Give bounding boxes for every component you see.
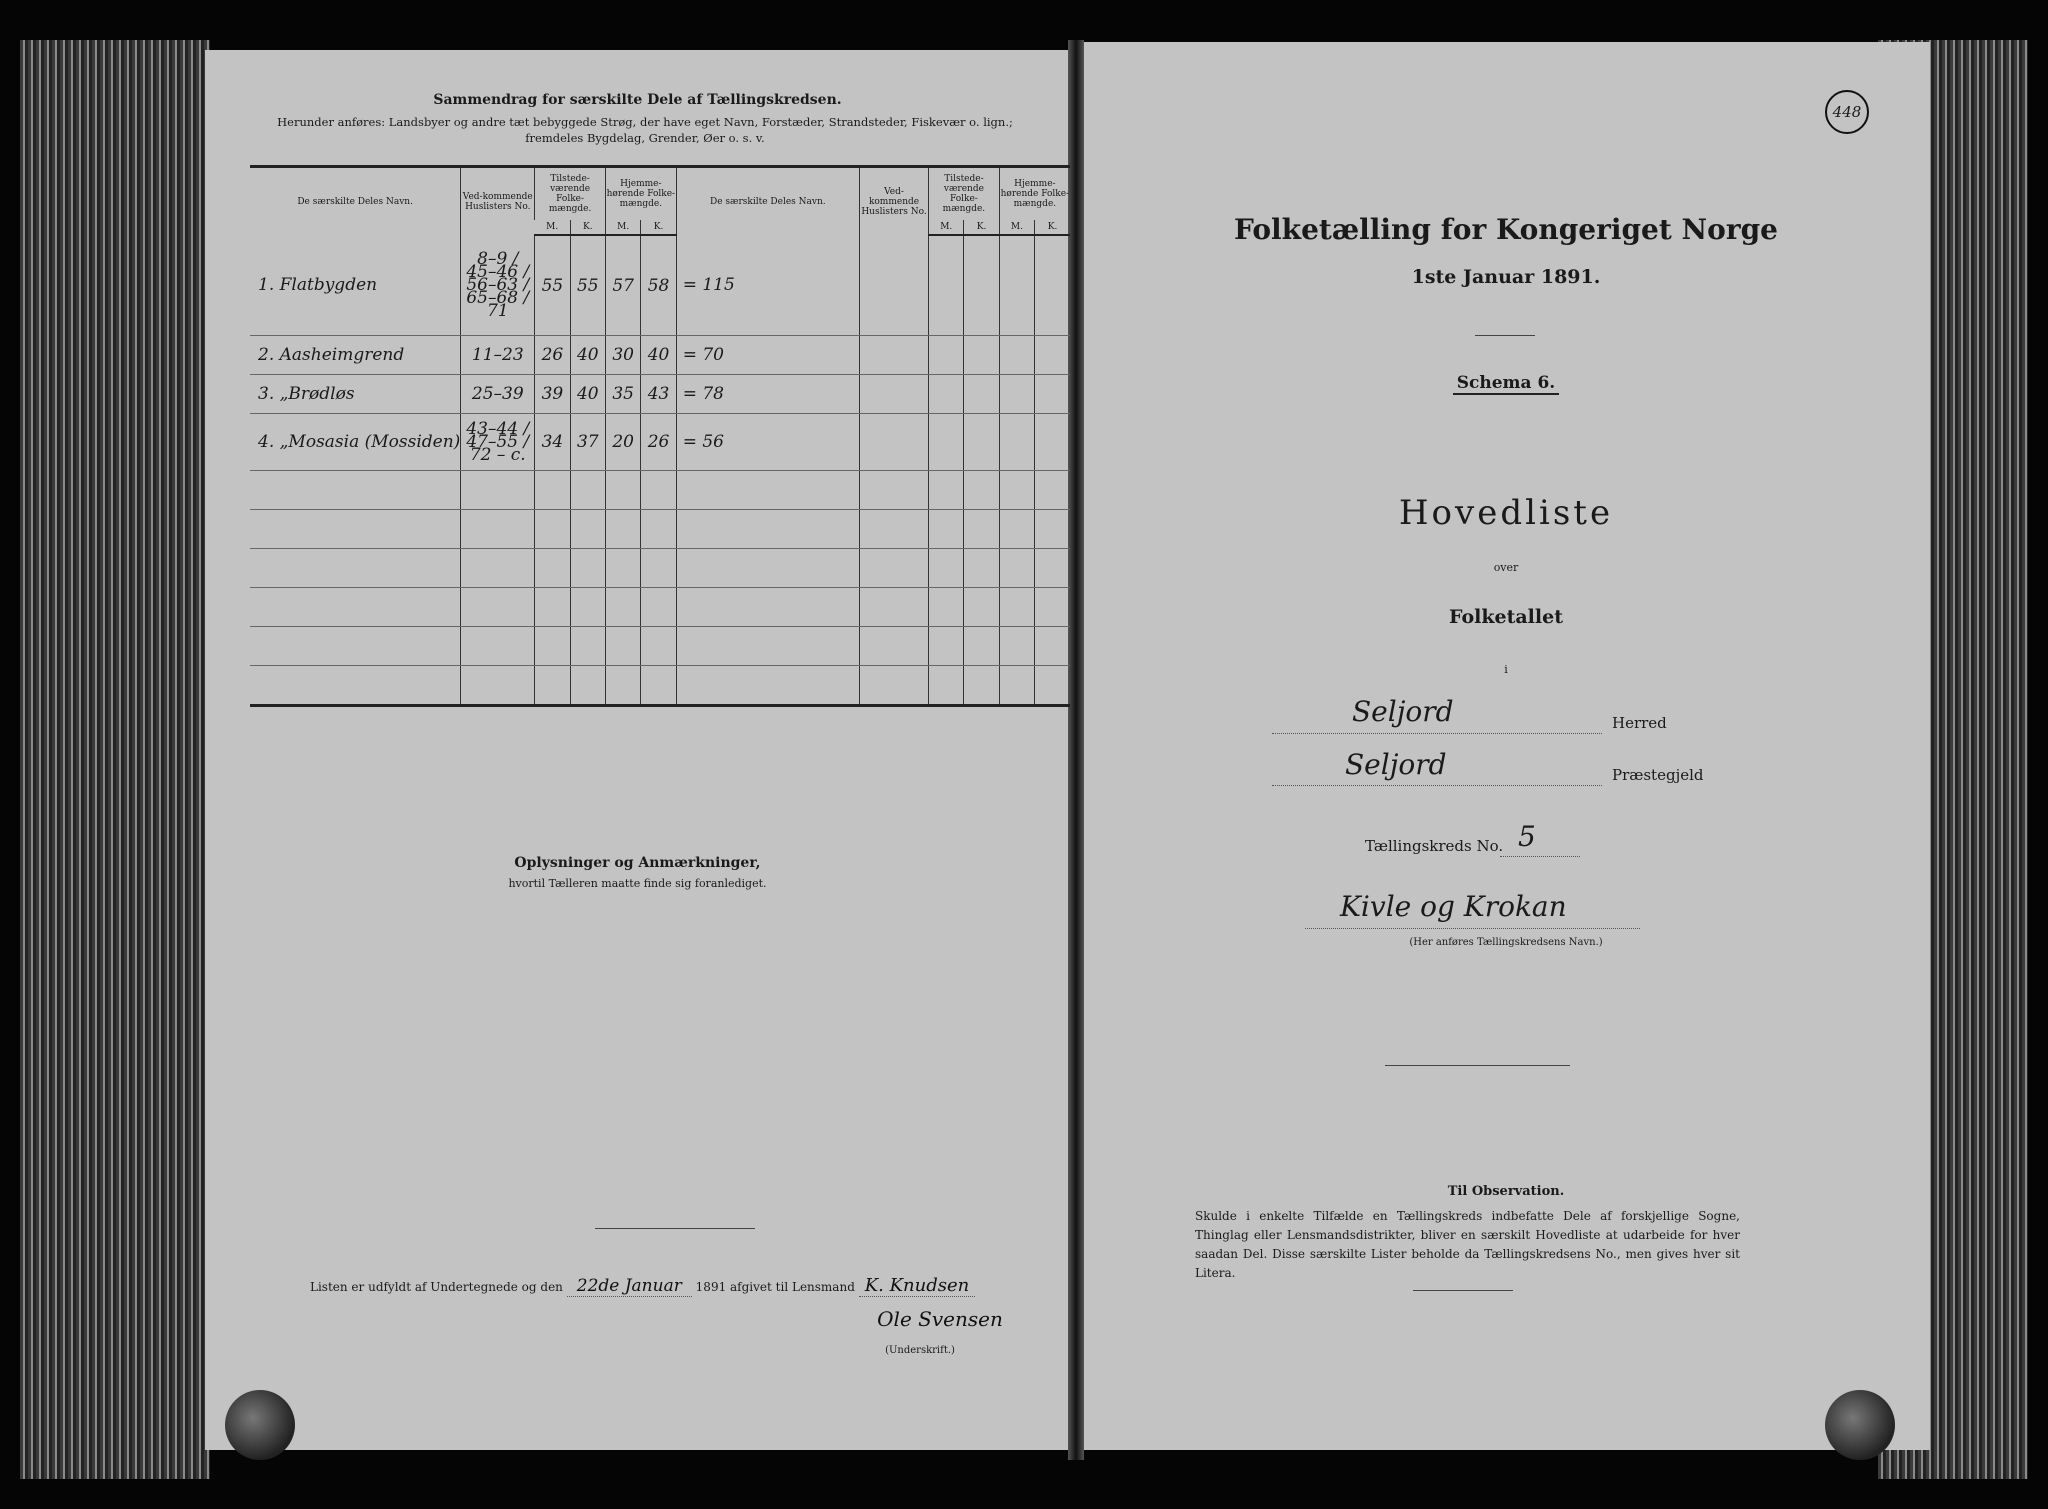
row-total: = 115 xyxy=(676,235,859,336)
signature-text-a: Listen er udfyldt af Undertegnede og den xyxy=(310,1280,563,1294)
row-name: 2. Aasheimgrend xyxy=(250,336,461,375)
header-hjemme: Hjemme-hørende Folke-mængde. xyxy=(605,167,676,221)
schema-text: Schema 6. xyxy=(1453,373,1559,395)
hovedliste-heading: Hovedliste xyxy=(1398,493,1614,533)
row-tk: 55 xyxy=(570,235,605,336)
table-row-empty xyxy=(250,510,1070,549)
page-clip-right xyxy=(1825,1390,1895,1460)
row-hus: 8–9 / 45–46 / 56–63 / 65–68 / 71 xyxy=(461,235,535,336)
herred-line xyxy=(1272,733,1602,734)
signature-line xyxy=(310,1275,1090,1296)
krets-value: 5 xyxy=(1518,820,1536,853)
row-name: 1. Flatbygden xyxy=(250,235,461,336)
row-hk: 58 xyxy=(641,235,676,336)
row-hm: 35 xyxy=(605,375,640,414)
table-row-empty xyxy=(250,588,1070,627)
header-k: K. xyxy=(964,220,999,235)
krets-name: Kivle og Krokan xyxy=(1340,890,1567,923)
prestegjeld-value: Seljord xyxy=(1345,748,1447,781)
row-tm: 34 xyxy=(535,414,570,471)
header-k: K. xyxy=(1035,220,1070,235)
table-row-empty xyxy=(250,666,1070,706)
prestegjeld-label: Præstegjeld xyxy=(1612,766,1704,784)
row-hm: 20 xyxy=(605,414,640,471)
divider xyxy=(595,1228,755,1229)
row-tm: 26 xyxy=(535,336,570,375)
remarks-title: Oplysninger og Anmærkninger, xyxy=(514,855,761,871)
header-name: De særskilte Deles Navn. xyxy=(250,167,461,236)
header-m: M. xyxy=(999,220,1034,235)
schema-label xyxy=(1082,373,1930,393)
row-hk: 43 xyxy=(641,375,676,414)
header-name-2: De særskilte Deles Navn. xyxy=(676,167,859,236)
table-row xyxy=(250,336,1070,375)
row-tm: 55 xyxy=(535,235,570,336)
row-name: 3. „Brødløs xyxy=(250,375,461,414)
table-row-empty xyxy=(250,471,1070,510)
row-tm: 39 xyxy=(535,375,570,414)
summary-note: Herunder anføres: Landsbyer og andre tæt bebyggede Strøg, der have eget Navn, Forstæder, Strandsteder, Fiskevær o. lign.; fremdeles Bygdelag, Grender, Øer o. s. v. xyxy=(277,115,1013,145)
row-tk: 40 xyxy=(570,336,605,375)
lensmand-name: K. Knudsen xyxy=(859,1275,976,1297)
header-tilstede: Tilstede-værende Folke-mængde. xyxy=(535,167,606,221)
krets-label: Tællingskreds No. xyxy=(1365,837,1504,855)
census-date: 1ste Januar 1891. xyxy=(1411,266,1601,288)
row-tk: 37 xyxy=(570,414,605,471)
header-k: K. xyxy=(641,220,676,235)
header-hjemme-2: Hjemme-hørende Folke-mængde. xyxy=(999,167,1070,221)
row-total: = 56 xyxy=(676,414,859,471)
header-m: M. xyxy=(929,220,964,235)
header-tilstede-2: Tilstede-værende Folke-mængde. xyxy=(929,167,1000,221)
signature-text-b: 1891 afgivet til Lensmand xyxy=(695,1280,855,1294)
signature-date: 22de Januar xyxy=(567,1276,692,1297)
observation-title: Til Observation. xyxy=(1447,1184,1565,1199)
header-hus: Ved-kommende Huslisters No. xyxy=(461,167,535,236)
row-total: = 70 xyxy=(676,336,859,375)
page-number: 448 xyxy=(1825,90,1869,134)
folketallet-heading: Folketallet xyxy=(1449,606,1563,628)
table-row xyxy=(250,235,1070,336)
signature-caption: (Underskrift.) xyxy=(885,1345,955,1356)
summary-table xyxy=(250,165,1070,707)
herred-value: Seljord xyxy=(1352,695,1454,728)
row-hm: 30 xyxy=(605,336,640,375)
page-title: Folketælling for Kongeriget Norge xyxy=(1234,213,1778,246)
divider xyxy=(1413,1290,1513,1291)
row-hk: 40 xyxy=(641,336,676,375)
krets-name-line xyxy=(1305,928,1640,929)
table-row-empty xyxy=(250,549,1070,588)
table-row-empty xyxy=(250,627,1070,666)
header-k: K. xyxy=(570,220,605,235)
prestegjeld-line xyxy=(1272,785,1602,786)
row-hus: 25–39 xyxy=(461,375,535,414)
row-hm: 57 xyxy=(605,235,640,336)
handwritten-signature: Ole Svensen xyxy=(877,1307,1003,1331)
divider xyxy=(1475,335,1535,336)
row-hus: 11–23 xyxy=(461,336,535,375)
row-hk: 26 xyxy=(641,414,676,471)
book-edge-left xyxy=(20,40,210,1479)
row-total: = 78 xyxy=(676,375,859,414)
summary-title: Sammendrag for særskilte Dele af Tællingskredsen. xyxy=(433,92,842,108)
header-hus-2: Ved-kommende Huslisters No. xyxy=(859,167,928,236)
i-text: i xyxy=(1504,663,1508,676)
table-row xyxy=(250,375,1070,414)
observation-text: Skulde i enkelte Tilfælde en Tællingskreds indbefatte Dele af forskjellige Sogne, Thinglag eller Lensmandsdistrikter, bliver en særskilt Hovedliste at udarbeide for hver saadan Del. Disse særskilte Lister beholde da Tællingskredsens No., men gives hver sit Litera. xyxy=(1195,1209,1740,1280)
page-clip-left xyxy=(225,1390,295,1460)
row-hus: 43–44 / 47–55 / 72 – c. xyxy=(461,414,535,471)
krets-name-note: (Her anføres Tællingskredsens Navn.) xyxy=(1409,937,1603,948)
table-row xyxy=(250,414,1070,471)
row-tk: 40 xyxy=(570,375,605,414)
divider xyxy=(1385,1065,1570,1066)
herred-label: Herred xyxy=(1612,714,1667,732)
remarks-subtitle: hvortil Tælleren maatte finde sig foranlediget. xyxy=(508,877,767,890)
book-gutter xyxy=(1068,40,1084,1460)
krets-line xyxy=(1500,856,1580,857)
header-m: M. xyxy=(605,220,640,235)
header-m: M. xyxy=(535,220,570,235)
over-text: over xyxy=(1493,561,1519,574)
row-name: 4. „Mosasia (Mossiden) xyxy=(250,414,461,471)
